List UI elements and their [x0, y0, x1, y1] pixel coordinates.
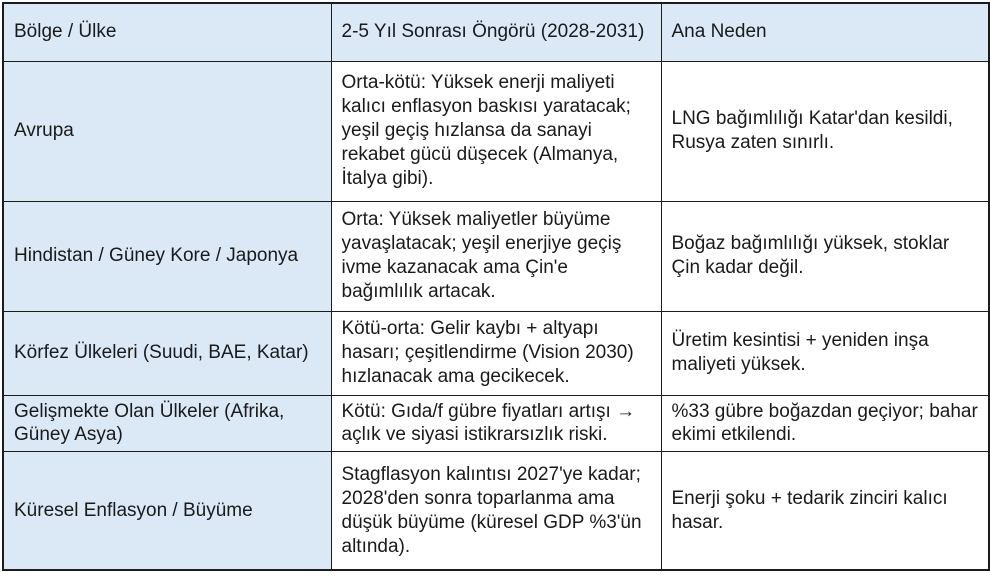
cell-reason: %33 gübre boğazdan geçiyor; bahar ekimi etkilendi.	[661, 395, 989, 452]
cell-region: Küresel Enflasyon / Büyüme	[3, 452, 331, 570]
column-header-forecast: 2-5 Yıl Sonrası Öngörü (2028-2031)	[331, 3, 661, 61]
cell-reason: Üretim kesintisi + yeniden inşa maliyeti yüksek.	[661, 311, 989, 395]
column-header-region: Bölge / Ülke	[3, 3, 331, 61]
column-header-reason: Ana Neden	[661, 3, 989, 61]
cell-forecast: Stagflasyon kalıntısı 2027'ye kadar; 2028'den sonra toparlanma ama düşük büyüme (küresel GDP %3'ün altında).	[331, 452, 661, 570]
cell-forecast: Kötü-orta: Gelir kaybı + altyapı hasarı; çeşitlendirme (Vision 2030) hızlanacak ama gecikecek.	[331, 311, 661, 395]
table-row-gelismekte	[3, 395, 989, 452]
header-row	[3, 3, 989, 61]
cell-region: Hindistan / Güney Kore / Japonya	[3, 201, 331, 311]
cell-forecast: Orta: Yüksek maliyetler büyüme yavaşlatacak; yeşil enerjiye geçiş ivme kazanacak ama Çin'e bağımlılık artacak.	[331, 201, 661, 311]
table-row-korfez	[3, 311, 989, 395]
table-row-avrupa	[3, 61, 989, 201]
cell-reason: Boğaz bağımlılığı yüksek, stoklar Çin kadar değil.	[661, 201, 989, 311]
cell-forecast: Kötü: Gıda/f gübre fiyatları artışı → açlık ve siyasi istikrarsızlık riski.	[331, 395, 661, 452]
cell-region: Gelişmekte Olan Ülkeler (Afrika, Güney Asya)	[3, 395, 331, 452]
forecast-table	[2, 2, 990, 571]
cell-region: Avrupa	[3, 61, 331, 201]
table-row-kuresel	[3, 452, 989, 570]
cell-reason: Enerji şoku + tedarik zinciri kalıcı hasar.	[661, 452, 989, 570]
cell-forecast: Orta-kötü: Yüksek enerji maliyeti kalıcı enflasyon baskısı yaratacak; yeşil geçiş hızlansa da sanayi rekabet gücü düşecek (Almanya, İtalya gibi).	[331, 61, 661, 201]
cell-region: Körfez Ülkeleri (Suudi, BAE, Katar)	[3, 311, 331, 395]
cell-reason: LNG bağımlılığı Katar'dan kesildi, Rusya zaten sınırlı.	[661, 61, 989, 201]
table-row-asya	[3, 201, 989, 311]
